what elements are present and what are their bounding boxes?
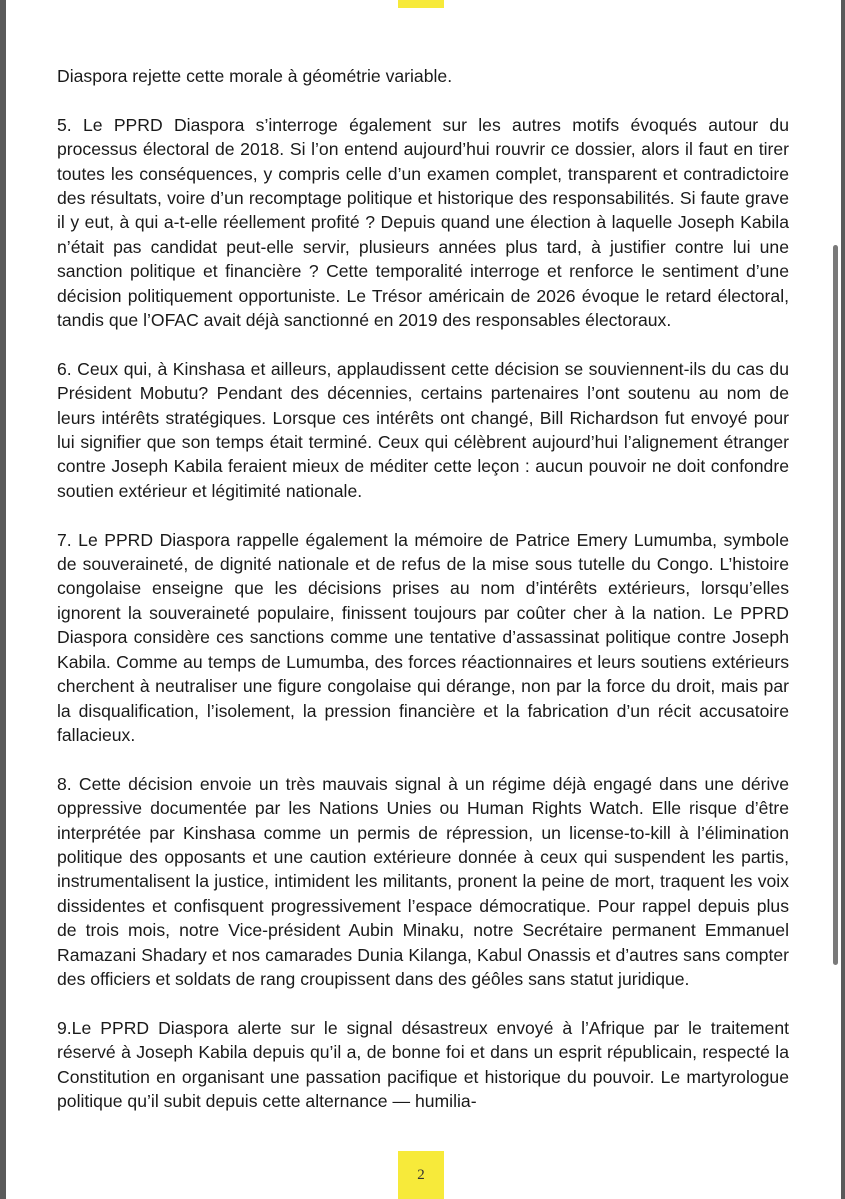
paragraph-5: 5. Le PPRD Diaspora s’interroge également sur les autres motifs évoqués autour du processus électoral de 2018. Si l’on entend aujourd’hui rouvrir ce dossier, alors il faut en tirer toutes les conséquences, y compris celle d’un examen complet, transparent et contradictoire des résultats, voire d’un recomptage politique et historique des responsabilités. Si faute grave il y eut, à qui a-t-elle réellement profité ? Depuis quand une élection à laquelle Joseph Kabila n’était pas candidat peut-elle servir, plusieurs années plus tard, à justifier contre lui une sanction politique et financière ? Cette temporalité interroge et renforce le sentiment d’une décision politiquement opportuniste. Le Trésor américain de 2026 évoque le retard électoral, tandis que l’OFAC avait déjà sanctionné en 2019 des responsables électoraux.: [57, 114, 789, 331]
paragraph-8: 8. Cette décision envoie un très mauvais signal à un régime déjà engagé dans une dérive oppressive documentée par les Nations Unies ou Human Rights Watch. Elle risque d’être interprétée par Kinshasa comme un permis de répression, un license-to-kill à l’élimination politique des opposants et une caution extérieure donnée à ceux qui suspendent les partis, instrumentalisent la justice, intimident les militants, pronent la peine de mort, traquent les voix dissidentes et confisquent progressivement l’espace démocratique. Pour rappel depuis plus de trois mois, notre Vice-président Aubin Minaku, notre Secrétaire permanent Emmanuel Ramazani Shadary et nos camarades Dunia Kilanga, Kabul Onassis et d’autres sans compter des officiers et soldats de rang croupissent dans des géôles sans statut juridique.: [57, 773, 789, 989]
viewer-left-border: [0, 0, 6, 1199]
paragraph-continuation: Diaspora rejette cette morale à géométrie variable.: [57, 66, 453, 86]
viewer-right-border: [841, 0, 845, 1199]
page-number: 2: [398, 1151, 444, 1199]
paragraph-7: 7. Le PPRD Diaspora rappelle également la mémoire de Patrice Emery Lumumba, symbole de souveraineté, de dignité nationale et de refus de la mise sous tutelle du Congo. L’histoire congolaise enseigne que les décisions prises au nom d’intérêts extérieurs, lorsqu’elles ignorent la souveraineté populaire, finissent toujours par coûter cher à la nation. Le PPRD Diaspora considère ces sanctions comme une tentative d’assassinat politique contre Joseph Kabila. Comme au temps de Lumumba, des forces réactionnaires et leurs soutiens extérieurs cherchent à neutraliser une figure congolaise qui dérange, non par la force du droit, mais par la disqualification, l’isolement, la pression financière et la fabrication d’un récit accusatoire fallacieux.: [57, 529, 789, 745]
paragraph-6: 6. Ceux qui, à Kinshasa et ailleurs, applaudissent cette décision se souviennent-ils du cas du Président Mobutu? Pendant des décennies, certains partenaires l’ont soutenu au nom de leurs intérêts stratégiques. Lorsque ces intérêts ont changé, Bill Richardson fut envoyé pour lui signifier que son temps était terminé. Ceux qui célèbrent aujourd’hui l’alignement étranger contre Joseph Kabila feraient mieux de méditer cette leçon : aucun pouvoir ne doit confondre soutien extérieur et légitimité nationale.: [57, 358, 789, 501]
scrollbar-thumb[interactable]: [833, 245, 838, 965]
document-body: [57, 64, 789, 1138]
page-top-marker: [398, 0, 444, 8]
paragraph-9: 9.Le PPRD Diaspora alerte sur le signal désastreux envoyé à l’Afrique par le traitement réservé à Joseph Kabila depuis qu’il a, de bonne foi et dans un esprit républicain, respecté la Constitution en organisant une passation pacifique et historique du pouvoir. Le martyrologue politique qu’il subit depuis cette alternance — humilia-: [57, 1017, 789, 1111]
